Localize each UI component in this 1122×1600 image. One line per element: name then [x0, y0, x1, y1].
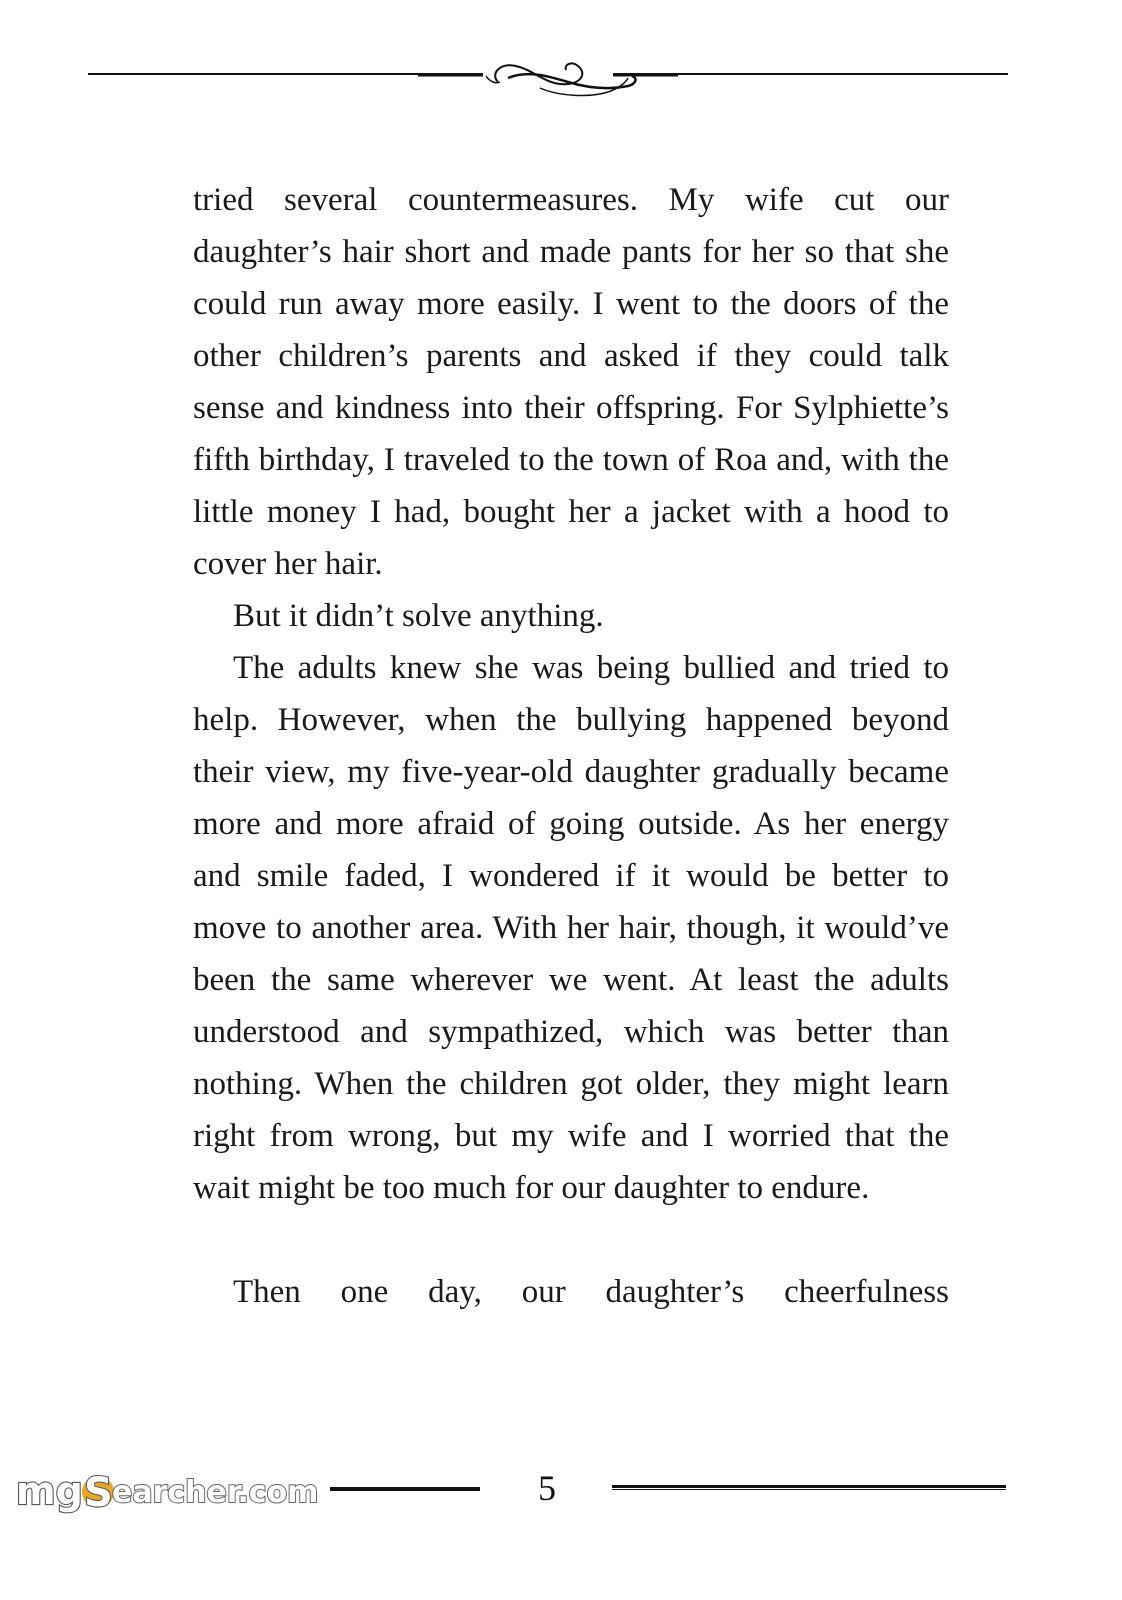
svg-text:earcher.com: earcher.com [112, 1475, 319, 1510]
page-number: 5 [538, 1468, 556, 1508]
paragraph-1: tried several countermeasures. My wife cut our daughter’s hair short and made pants for her so that she could run away more easily. I went to the doors of the other children’s parents and asked if they could talk sense and kindness into their offspring. For Sylphiette’s fifth birthday, I traveled to the town of Roa and, with the little money I had, bought her a jacket with a hood to cover her hair. [193, 182, 949, 582]
paragraph-4: Then one day, our daughter’s cheerfulness [233, 1274, 949, 1310]
footer-rule-left [330, 1487, 480, 1491]
paragraph-3: The adults knew she was being bullied and tried to help. However, when the bullying happened beyond their view, my five-year-old daughter gradually became more and more afraid of going outside. As her energy and smile faded, I wondered if it would be better to move to another area. With her hair, though, it would’ve been the same wherever we went. At least the adults understood and sympathized, which was better than nothing. When the children got older, they might learn right from wrong, but my wife and I worried that the wait might be too much for our daughter to endure. [193, 650, 949, 1206]
page-footer [0, 1460, 1122, 1520]
svg-text:mg: mg [16, 1469, 83, 1513]
paragraph-2: But it didn’t solve anything. [233, 598, 604, 634]
svg-text:S: S [84, 1470, 113, 1516]
body-text [193, 174, 949, 1318]
flourish-ornament-icon [88, 52, 1008, 102]
footer-rule-right [612, 1485, 1006, 1490]
header-ornament [88, 52, 1008, 102]
